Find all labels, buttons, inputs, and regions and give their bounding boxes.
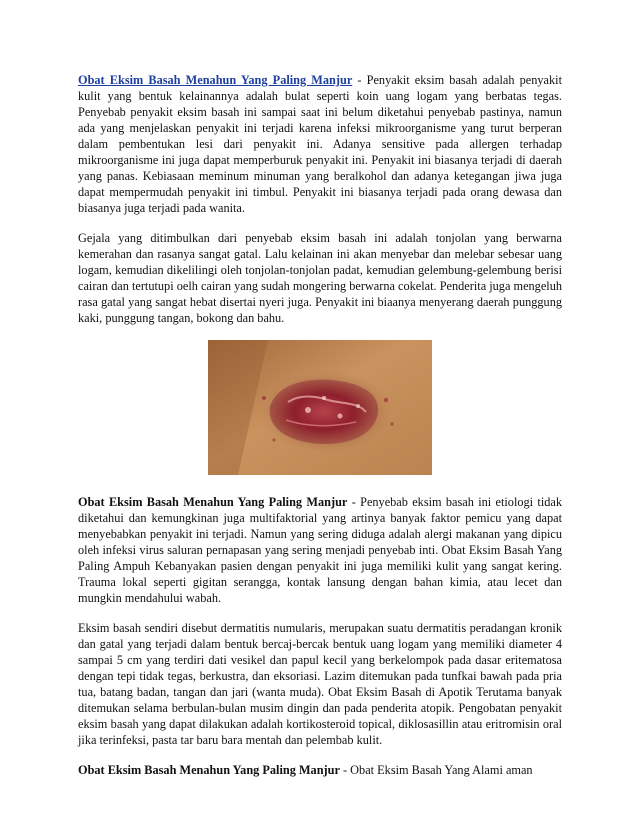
intro-text: - Penyakit eksim basah adalah penyakit kulit yang bentuk kelainannya adalah bulat seperti koin uang logam yang berbatas tegas. Penyebab penyakit eksim basah ini sampai saat ini belum diketahui penyebab pastinya, namun ada yang menjelaskan penyakit ini terjadi karena infeksi mikroorganisme yang turut berperan dalam pembentukan lesi dari penyakit ini. Adanya sensitive pada allergen terhadap mikroorganisme ini juga dapat memperburuk penyakit ini. Penyakit ini biasanya terjadi di daerah yang panas. Kebiasaan meminum minuman yang beralkohol dan adanya ketegangan jiwa juga dapat mempermudah penyakit ini timbul. Penyakit ini biasanya terjadi pada orang dewasa dan biasanya juga terjadi pada wanita.	[78, 73, 562, 215]
intro-paragraph	[78, 72, 562, 216]
lesion-patch	[270, 380, 378, 444]
closing-paragraph	[78, 762, 562, 778]
eczema-photo	[208, 340, 432, 475]
article-title-link[interactable]: Obat Eksim Basah Menahun Yang Paling Manjur	[78, 73, 353, 87]
section5-heading: Obat Eksim Basah Menahun Yang Paling Manjur	[78, 763, 340, 777]
section3-text: - Penyebab eksim basah ini etiologi tidak diketahui dan kemungkinan juga multifaktorial yang artinya banyak faktor pemicu yang dapat menyebabkan penyakit ini terjadi. Namun yang sering diduga adalah alergi makanan yang dipicu oleh infeksi virus saluran pernapasan yang sering menjadi penyebab inti. Obat Eksim Basah Yang Paling Ampuh Kebanyakan pasien dengan penyakit ini juga memiliki kulit yang sangat kering. Trauma lokal seperti gigitan serangga, kontak lansung dengan bahan kimia, atau lecet dan mungkin mendahului wabah.	[78, 495, 562, 605]
description-paragraph: Eksim basah sendiri disebut dermatitis numularis, merupakan suatu dermatitis peradangan kronik dan gatal yang terjadi dalam bentuk bercaj-bercak bentuk uang logam yang memiliki diameter 4 sampai 5 cm yang terdiri dati vesikel dan papul kecil yang berkelompok pada dasar eritematosa dengan tepi tidak tegas, berkustra, dan eksoriasi. Lazim ditemukan pada tunfkai bawah pada pria tua, batang badan, tangan dan jari (wanta muda). Obat Eksim Basah di Apotik Terutama banyak ditemukan selama berbulan-bulan musim dingin dan pada penderita atopik. Pengobatan penyakit eksim basah yang dapat dilakukan adalah kortikosteroid topical, diklosasillin atau eritromisin oral jika terinfeksi, pasta tar baru bara mentah dan pelembab kulit.	[78, 621, 562, 747]
section5-text: - Obat Eksim Basah Yang Alami aman	[339, 763, 533, 777]
document-page	[78, 72, 562, 778]
symptoms-paragraph: Gejala yang ditimbulkan dari penyebab eksim basah ini adalah tonjolan yang berwarna kemerahan dan rasanya sangat gatal. Lalu kelainan ini akan menyebar dan melebar sebesar uang logam, kemudian dikelilingi oleh tonjolan-tonjolan padat, kemudian gelembung-gelembung berisi cairan dan tertutupi oelh cairan yang sudah mongering berwarna cokelat. Penderita juga mengeluh rasa gatal yang sangat hebat disertai nyeri juga. Penyakit ini biaanya menyerang daerah punggung kaki, punggung tangan, bokong dan bahu.	[78, 231, 562, 325]
section3-heading: Obat Eksim Basah Menahun Yang Paling Manjur	[78, 495, 348, 509]
causes-paragraph	[78, 494, 562, 606]
